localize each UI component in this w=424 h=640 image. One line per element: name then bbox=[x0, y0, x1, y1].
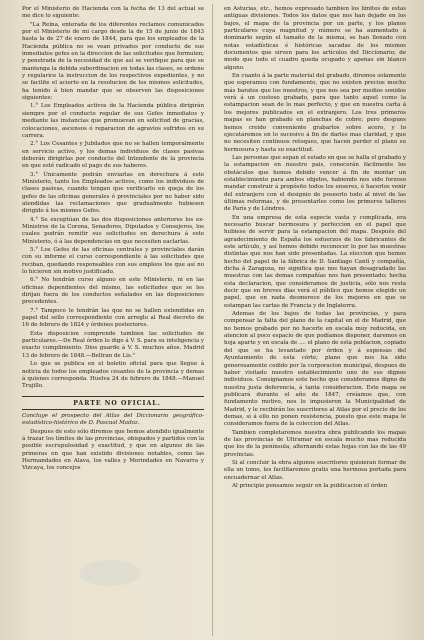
paragraph: 5.° Los Gefes de las oficinas centrales y provinciales darán con su informe el curso correspondiente á las solicitudes que reciban, quedando responsables con sus empleos los que así no lo hicieren sin motivo justificado. bbox=[22, 247, 204, 276]
section-rule bbox=[22, 409, 204, 410]
paragraph: Despues de esto sólo diremos que hemos atendido igualmente á trazar los límites de las provincias, obispados y partidos con la posible escrupulosidad y exactitud, y que en algunos de las primeras en que han existido divisiones notables, como las Hermandades en Alava, los valles y Merindades en Navarra y Vizcaya, los concejos bbox=[22, 428, 204, 472]
paragraph: 7.° Tampoco le tendrán las que no se hallen extendidas en papel del sello correspondiente con arreglo al Real decreto de 16 de febrero de 1824 y órdenes posteriores. bbox=[22, 307, 204, 329]
section-rule bbox=[22, 396, 204, 397]
column-divider bbox=[212, 4, 213, 636]
paragraph: Las personas que sepan el estado en que se halla el grabado y la estampacion en nuestro pais, conocerán fácilmente los obstáculos que hemos debido vencer á fin de montar un establecimiento para ambos objetos, habiendo nos sido forzoso mandar construir á propósito todos los enseres, é hacerlos venir del extranjero con el designio de poseerlo todo al nivel de las últimas reformas, y de presentarles como los primeros talleres de París y de Lóndres. bbox=[224, 154, 406, 213]
paragraph: "La Reina, enterada de los diferentes reclamos comunicados por el Ministerio de mi cargo desde la de 15 de junio de 1843 hasta la de 27 de enero de 1844, para que los empleados de la Hacienda pública no se vean privados por conducto de sus inmediatos gefes en la direccion de las solicitudes que formulen; y penetrada de la necesidad de que así se verifique para que se mantenga la debida subordinacion en todas las clases, se ordene y regularice la instruccion de los respectivos expedientes, y no se facilite el acierto en la resolucion de los mismos solicitudes, ha tenido á bien mandar que se observen las disposiciones siguientes: bbox=[22, 21, 204, 102]
article-subtitle: Concluye el prospecto del Atlas del Diccionario geográfico-estadístico-histórico de D. Pascual Madoz. bbox=[22, 412, 204, 427]
paragraph: En cuanto á la parte material del grabado, diremos solamente que esperamos con fundamento, que no existen precios mucho más baratos que los nuestros, y que nos sea por medios sonidos verá á un costoso grabado, para que tanto aquel como la estampacion sean de lo mas perfecto, y que en nuestra carta á los mejores publicados en el extranjero. Los tres primeros mapas se han grabado en planchas de cobre; pero despues hemos creido conveniente grabarlos sobre acero, y lo ejecutaremos en lo sucesivo á fin de darles mas claridad, y que no necesiten contínuos retoques, que hacen perder el plano su hermosura y hasta su exactitud. bbox=[224, 73, 406, 153]
paragraph: 6.° No tendrán curso alguno en este Ministerio, ni en las oficinas dependientes del mismo, las solicitudes que se les dirijan fuera de los conductos señalados en las disposiciones precedentes. bbox=[22, 277, 204, 306]
paragraph: 2.° Los Cesantes y Jubilados que no se hallen temporalmente en servicio activo, y los demas individuos de clases pasivas deberán dirigirlas por conducto del Intendente de la provincia en que esté radicado el pago de sus haberes. bbox=[22, 141, 204, 170]
paragraph: Lo que se publica en el boletin oficial para que llegue á noticia de todos los empleados cesantes de la provincia y demas á quienes corresponda. Huelva 24 de febrero de 1848.—Manuel Trujillo. bbox=[22, 361, 204, 390]
paper-stain bbox=[80, 560, 140, 586]
paragraph: Por el Ministerio de Hacienda con la fecha de 13 del actual se me dice lo siguiente: bbox=[22, 6, 204, 20]
paragraph: 4.° Se exceptúan de las dos disposiciones anteriores los ex-Ministros de la Corona, Senadores, Diputados y Consejeros, los cuales podrán remitir sus solicitudes en derechura á este Ministerio, ó á las dependencias en que necesiten eaclarlas. bbox=[22, 216, 204, 245]
paragraph: Si al concluir la obra algunos suscritores quisieran formar de ella un tomo, les facilitaremos gratis una hermosa portada para encuadernar el Atlas. bbox=[224, 459, 406, 481]
section-title: PARTE NO OFICIAL. bbox=[73, 399, 161, 407]
paragraph: Al principio pensamos seguir en la publicacion el órden bbox=[232, 483, 388, 489]
paragraph: Ademas de los bajos de todas las provincias, y para compensar la falta del plano de la capital en el de Madrid, que no hemos grabado por no hacerle en escala muy reducida, en atencion al poco espacio de que podíamos disponer, daremos en hoja aparte y en escala de .... el plano de esta poblacion, copiado del que se ha levantado por órden y á espensas del Ayuntamiento de esta córte; plano que nos ha sido generosamente cedido por la corporacion municipal, despues de haber visitado nuestro establecimiento uno de sus dignos individuos. Consignamos este hecho que consideramos digno de nuestra justa deferencia, á tanta consideracion. Este mapa se publicará durante el año de 1847, creíamos que, con fundamento motivo, nos lo impusieron la Municipalidad de Madrid, y le recibirán los suscritores al Atlas por el precio de los demas, si á ello no ponen resistencia, puesto que este mapa le consideramos fuera de la coleccion del Atlas. bbox=[224, 311, 406, 428]
paragraph: en Asturias, etc., hemos expresado tambien los límites de estas antiguas divisiones. Todos los datos que nos han dejado en los bajos, el mapa de la provincia por un parte, y los planos particulares cuya magnitud y número se ha aumentado á dominarlo según el tamaño de la misma, se han llenado con notas estadísticas é históricas sacadas de los mismos documentos que sirven para los artículos del Diccionario; de modo que todo el cuadro queda ocupado y apenas sin blanco alguno. bbox=[224, 6, 406, 71]
paragraph: 3.° Únicamente podrán enviarlas en derechura á este Ministerio, tanto los Empleados activos, como los individuos de clases pasivas, cuando tengan que verificarlo en queja de los gefes de las oficinas generales ó provinciales por no haber sido atendidas las reclamaciones que gradualmente hubiesen dirigido á los mismos Gefes. bbox=[22, 171, 204, 215]
right-column bbox=[224, 6, 406, 491]
left-column bbox=[22, 6, 204, 474]
paragraph: En una empresa de esta especie vasta y complicada, era necesario buscar hermosura y perfeccion en el papel que hubiese de servir para la estampacion del mapa. Después del agradecimiento de España los esfuerzos de los fabricantes de este artículo, y así hemos debido reconocer lo por las muestras distintas que nos han sido presentadas. La eleccion que hemos hecho del papel de la fábrica de D. Santiago Cantí y compañía, dicha á Zaragoza, no significa que nos hayan desagradado las muestras con las demas compañías nos han presentado; hecha esta declaracion, que consideramos de justicia, sólo nos resta decir que en breves dias verá el público que hemos elegido un papel, que en nada desmerece de los mejores en que se estampan las cartas de Francia y de Inglaterra. bbox=[224, 214, 406, 309]
paragraph: 1.° Los Empleados activos de la Hacienda pública dirigirán siempre por el conducto regular de sus Gefes inmediatos y mediante las instancias que promuevan en solicitud de gracias, colocaciones, ascensos ó reparacion de agravios sufridos en su carrera. bbox=[22, 103, 204, 139]
paragraph: Esta disposicion comprende tambien las solicitudes de particulares.—De Real órden lo digo á V. S. para su inteligencia y exacto cumplimiento. Dios guarde á V. S. muchos años. Madrid 13 de febrero de 1848.—Beltran de Lis." bbox=[22, 330, 204, 359]
paragraph: Tambien completaremos nuestra obra publicando los mapas de las provincias de Ultramar en escala mucho mas reducida que los de la península, alternando estas hojas con las de las 49 provincias. bbox=[224, 429, 406, 458]
